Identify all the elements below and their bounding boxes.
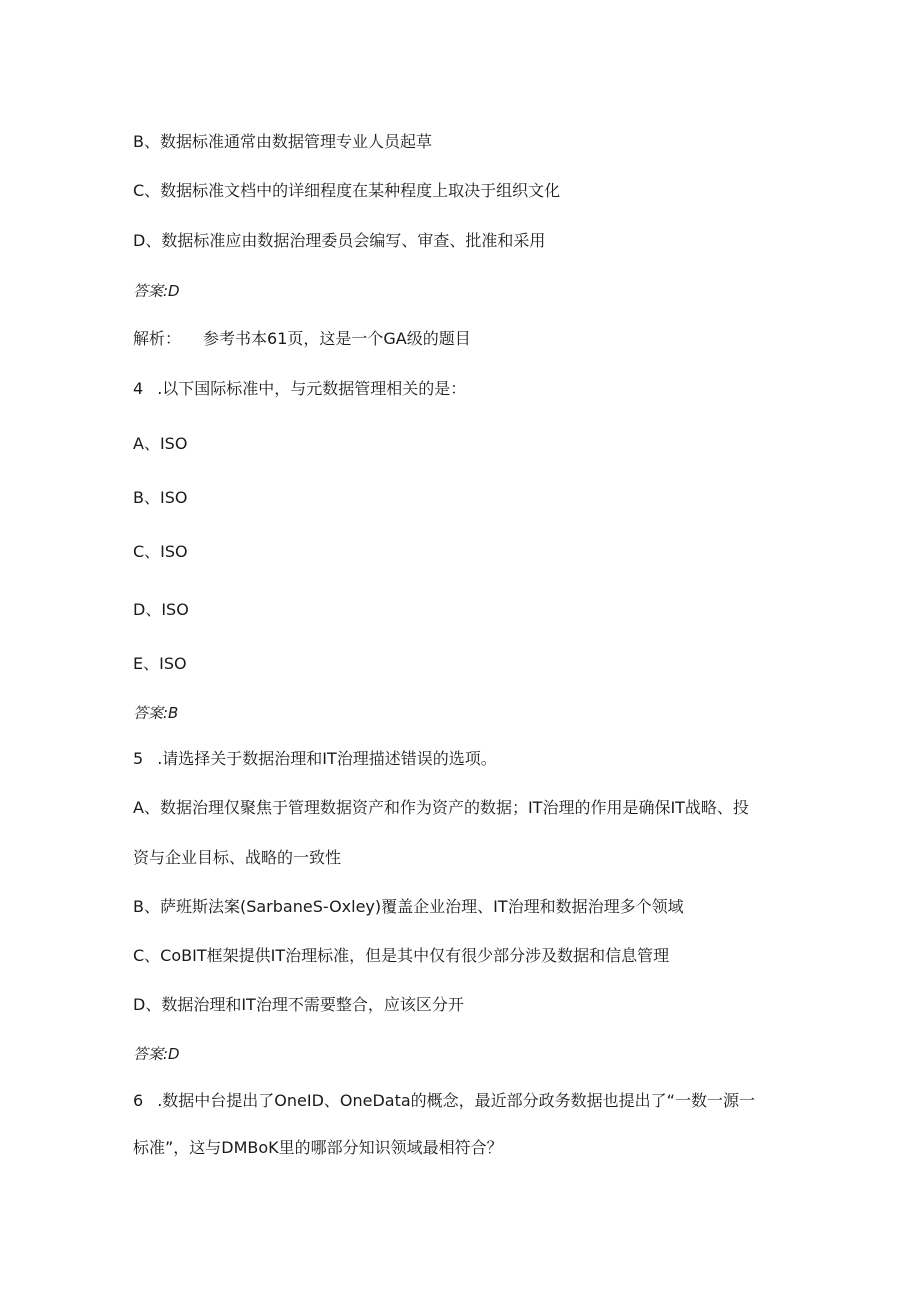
q6-question-text-line1: .数据中台提出了OneID、OneData的概念，最近部分政务数据也提出了“一数一源一 <box>157 1091 755 1110</box>
q6-number: 6 <box>133 1091 144 1110</box>
q3-option-c: C、数据标准文档中的详细程度在某种程度上取决于组织文化 <box>133 181 561 200</box>
q4-number: 4 <box>133 379 144 398</box>
q5-option-a-line1: A、数据治理仅聚焦于管理数据资产和作为资产的数据；IT治理的作用是确保IT战略、投 <box>133 798 749 817</box>
q4-option-e: E、ISO <box>133 654 187 673</box>
q3-answer: 答案:D <box>133 282 180 300</box>
q4-option-a: A、ISO <box>133 434 188 453</box>
q5-option-a-line2: 资与企业目标、战略的一致性 <box>133 848 342 867</box>
q3-analysis-text: 参考书本61页，这是一个GA级的题目 <box>203 329 471 348</box>
q6-question-line2: 标准”，这与DMBoK里的哪部分知识领域最相符合？ <box>133 1138 503 1157</box>
q5-question-text: .请选择关于数据治理和IT治理描述错误的选项。 <box>157 749 497 768</box>
q3-analysis <box>133 328 471 350</box>
q5-option-c: C、CoBIT框架提供IT治理标准，但是其中仅有很少部分涉及数据和信息管理 <box>133 946 670 965</box>
q4-question <box>133 378 466 400</box>
q4-option-c: C、ISO <box>133 542 188 561</box>
q4-answer: 答案:B <box>133 704 179 722</box>
q5-number: 5 <box>133 749 144 768</box>
q6-question-line1 <box>133 1090 755 1112</box>
q4-question-text: .以下国际标准中，与元数据管理相关的是： <box>157 379 467 398</box>
q4-option-b: B、ISO <box>133 488 188 507</box>
q5-question <box>133 748 497 770</box>
q4-option-d: D、ISO <box>133 600 189 619</box>
q3-option-d: D、数据标准应由数据治理委员会编写、审查、批准和采用 <box>133 231 546 250</box>
q3-analysis-label: 解析： <box>133 329 182 348</box>
q3-option-b: B、数据标准通常由数据管理专业人员起草 <box>133 132 432 151</box>
q5-option-b: B、萨班斯法案(SarbaneS-Oxley)覆盖企业治理、IT治理和数据治理多个领域 <box>133 897 684 916</box>
q5-answer: 答案:D <box>133 1045 180 1063</box>
q5-option-d: D、数据治理和IT治理不需要整合，应该区分开 <box>133 995 464 1014</box>
